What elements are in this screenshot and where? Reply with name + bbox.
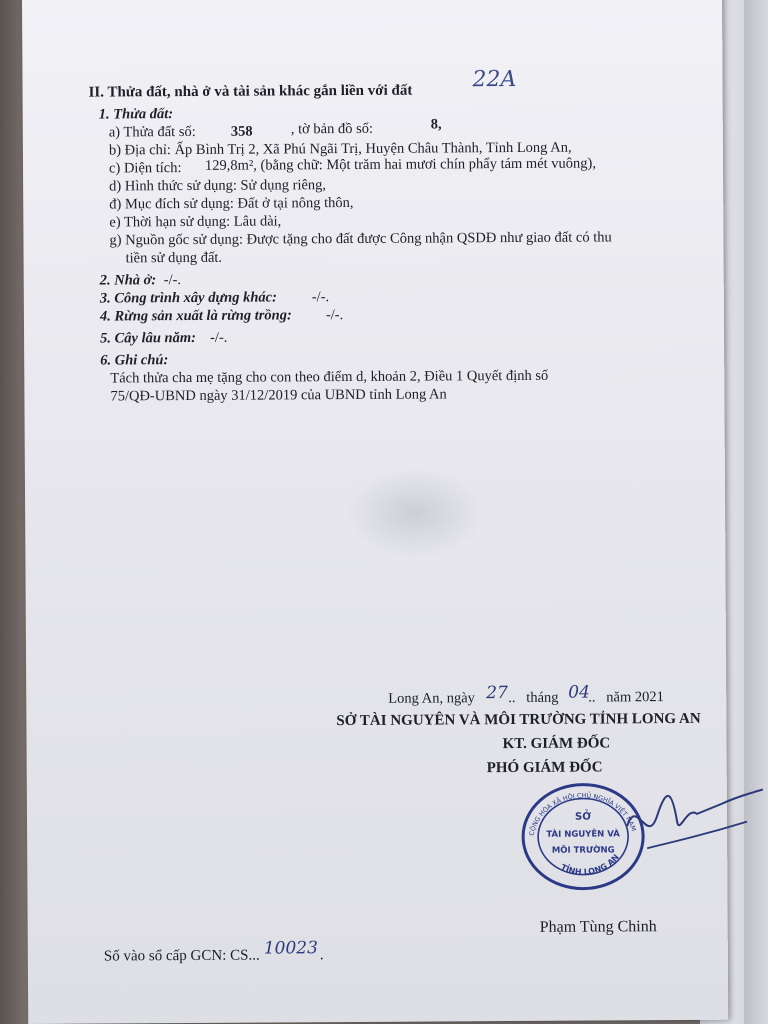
notes-line-1: Tách thửa cha mẹ tặng cho con theo điểm d, khoản 2, Điều 1 Quyết định số xyxy=(110,367,549,387)
stamp-ring-top: CỘNG HÒA XÃ HỘI CHỦ NGHĨA VIỆT NAM xyxy=(527,791,638,837)
notes-heading: 6. Ghi chú: xyxy=(100,352,169,369)
usage-purpose: đ) Mục đích sử dụng: Đất ở tại nông thôn, xyxy=(109,194,354,213)
stamp-line-1: SỞ xyxy=(574,811,592,823)
date-month: 04 xyxy=(568,682,590,703)
agency-name: SỞ TÀI NGUYÊN VÀ MÔI TRƯỜNG TỈNH LONG AN xyxy=(336,710,701,730)
handwritten-signature xyxy=(617,785,767,856)
stamp-line-3: MÔI TRƯỜNG xyxy=(551,845,615,856)
usage-origin: g) Nguồn gốc sử dụng: Được tặng cho đất được Công nhận QSDĐ như giao đất có thu xyxy=(109,229,612,249)
document-fold-edge xyxy=(744,0,768,1024)
perennial-heading: 5. Cây lâu năm: xyxy=(100,329,196,347)
faded-mark xyxy=(345,467,486,558)
perennial-value: -/-. xyxy=(210,329,228,346)
date-day: 27 xyxy=(486,683,508,704)
date-year: năm 2021 xyxy=(606,689,664,706)
area-label: c) Diện tích: xyxy=(108,160,182,177)
date-dots-1: .. xyxy=(508,689,516,707)
notes-line-2: 75/QĐ-UBND ngày 31/12/2019 của UBND tỉnh Long An xyxy=(110,386,447,405)
forest-heading: 4. Rừng sản xuất là rừng trồng: xyxy=(99,307,292,325)
stamp-ring-bottom: TỈNH LONG AN xyxy=(559,852,621,877)
signer-name: Phạm Tùng Chinh xyxy=(539,918,657,936)
stamp-line-2: TÀI NGUYÊN VÀ xyxy=(546,829,620,840)
parcel-number-label: a) Thửa đất số: xyxy=(108,123,196,141)
house-heading: 2. Nhà ở: xyxy=(99,272,157,289)
signer-role-2: PHÓ GIÁM ĐỐC xyxy=(486,759,603,777)
construction-value: -/-. xyxy=(311,289,330,306)
area-value: 129,8m², (bằng chữ: Một trăm hai mươi chín phẩy tám mét vuông), xyxy=(204,155,597,174)
parcel-heading: 1. Thửa đất: xyxy=(98,106,174,123)
certificate-page xyxy=(22,0,728,1024)
corner-handwritten-note: 22A xyxy=(472,66,517,93)
forest-value: -/-. xyxy=(325,307,344,324)
parcel-number-value: 358 xyxy=(230,123,253,140)
usage-term: e) Thời hạn sử dụng: Lâu dài, xyxy=(109,213,282,231)
usage-origin-cont: tiền sử dụng đất. xyxy=(125,249,223,267)
date-prefix: Long An, ngày xyxy=(388,690,475,707)
signer-role-1: KT. GIÁM ĐỐC xyxy=(502,735,611,753)
section-heading: II. Thửa đất, nhà ở và tài sản khác gắn liền với đất xyxy=(88,82,413,101)
map-sheet-value: 8, xyxy=(430,116,442,133)
registry-number: 10023 xyxy=(263,938,318,959)
construction-heading: 3. Công trình xây dựng khác: xyxy=(99,289,277,307)
usage-form: d) Hình thức sử dụng: Sử dụng riêng, xyxy=(109,177,327,195)
house-value: -/-. xyxy=(163,272,182,289)
map-sheet-label: , tờ bản đồ số: xyxy=(290,120,374,138)
registry-label: Số vào sổ cấp GCN: CS... xyxy=(103,947,260,965)
date-dots-2: .. xyxy=(588,689,596,706)
svg-text:TỈNH LONG AN xyxy=(559,853,621,877)
date-month-label: tháng xyxy=(526,689,559,706)
parcel-address: b) Địa chỉ: Ấp Bình Trị 2, Xã Phú Ngãi Trị, Huyện Châu Thành, Tỉnh Long An, xyxy=(108,139,572,159)
registry-suffix: . xyxy=(319,947,324,964)
